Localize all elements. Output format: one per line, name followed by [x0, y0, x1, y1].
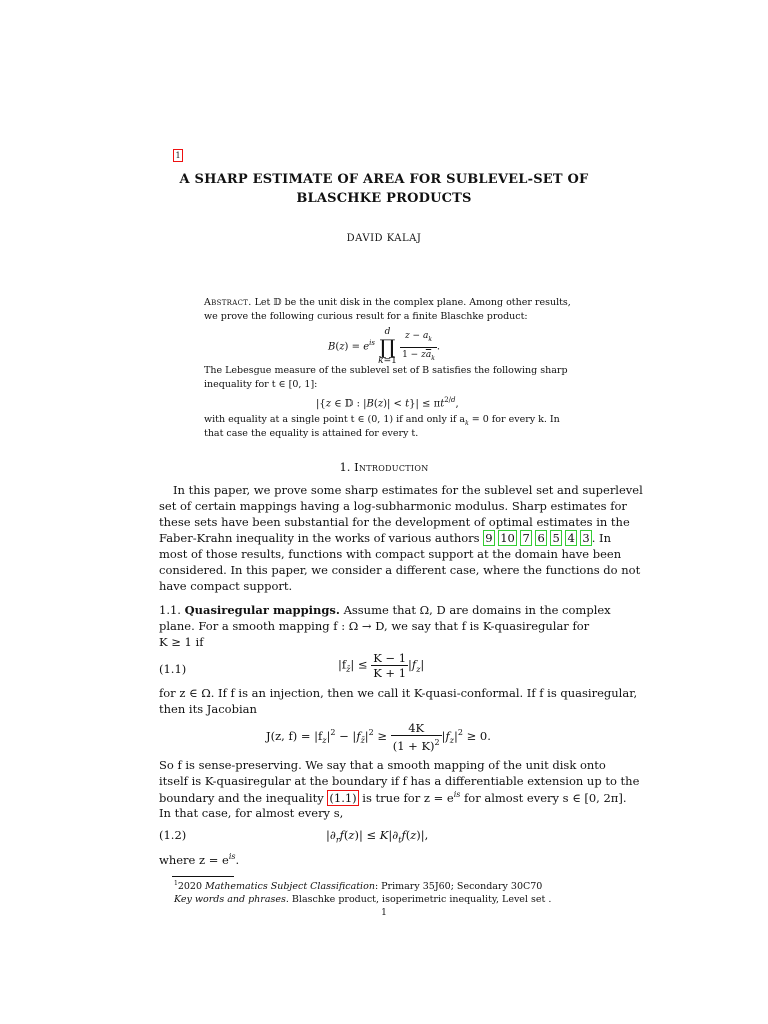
- section-number: 1.: [339, 460, 351, 474]
- jacobian-denominator: (1 + K): [392, 738, 435, 753]
- after-eq1-line-1: for z ∈ Ω. If f is an injection, then we call it K-quasi-conformal. If f is quasiregular,: [159, 686, 638, 700]
- intro-line-5: most of those results, functions with compact support at the domain have been: [159, 547, 622, 561]
- citation-link[interactable]: 10: [500, 531, 515, 545]
- jacobian-numerator: 4K: [391, 721, 442, 736]
- intro-line-7: have compact support.: [159, 579, 293, 593]
- abstract-line-3: The Lebesgue measure of the sublevel set of B satisfies the following sharp: [204, 365, 568, 376]
- eq2-body: |∂: [326, 828, 336, 842]
- footnote-1-rest: : Primary 35J60; Secondary 30C70: [374, 881, 543, 893]
- after-eq1-line-2: then its Jacobian: [159, 702, 257, 716]
- intro-line-2: set of certain mappings having a log-subharmonic modulus. Sharp estimates for: [159, 499, 627, 513]
- after-jac-text-3b: is true for z = e: [358, 790, 454, 805]
- abstract-line-5: with equality at a single point t ∈ (0, 1) if and only if $a_k = 0$ for every k. In: [204, 414, 560, 427]
- footnote-2-rest: Blaschke product, isoperimetric inequality, Level set .: [288, 894, 552, 905]
- subsection-title: Quasiregular mappings.: [184, 603, 340, 617]
- title-line-1: A SHARP ESTIMATE OF AREA FOR SUBLEVEL-SET OF: [179, 172, 589, 187]
- jacobian-equation: J(z, $f) = |f_z|^2 - |f_{z̄}|^2$ ≥ $\frac{4K}{(1 + K)^2}$ $|f_z|^2 \ge 0$.: [266, 721, 491, 753]
- abstract-line-4: inequality for t ∈ [0, 1]:: [204, 379, 318, 390]
- after-jac-text-3c: for almost every s ∈ [0, 2π].: [460, 790, 627, 805]
- footnote-1: [174, 880, 542, 892]
- eq1-denominator: K + 1: [373, 666, 407, 680]
- intro-line-1: In this paper, we prove some sharp estimates for the sublevel set and superlevel: [173, 483, 643, 497]
- jacobian-lhs: J(z, f) = |f: [266, 728, 323, 743]
- section-heading: [0, 460, 768, 474]
- footnote-2-italic: Key words and phrases.: [174, 894, 289, 905]
- eq1-numerator: K − 1: [373, 651, 407, 665]
- subsection-line-1: [159, 603, 611, 617]
- after-jac-text-3: boundary and the inequality: [159, 790, 324, 805]
- where-line: where $z = e^{is}$.: [159, 852, 240, 867]
- subsection-line-2: plane. For a smooth mapping f : Ω → D, we say that f is K-quasiregular for: [159, 619, 590, 633]
- equation-number-1-1: (1.1): [159, 662, 187, 676]
- citation-link[interactable]: 3: [582, 531, 590, 545]
- paper-title: [0, 170, 768, 208]
- section-title: Introduction: [354, 460, 429, 474]
- footnote-link[interactable]: 1: [173, 149, 183, 162]
- citation-link[interactable]: 7: [522, 531, 530, 545]
- blaschke-formula: $B(z) = e^{is}$ d ∏ k=1 $\frac{z - a_k}{1 - z\overline{a}_k}$ .: [328, 327, 441, 366]
- jacobian-tail: ≥ 0.: [462, 728, 491, 743]
- abstract-label: Abstract.: [204, 297, 252, 308]
- citation-link[interactable]: 4: [567, 531, 575, 545]
- after-jac-line-3: boundary and the inequality (1.1) is true for $z = e^{is}$ for almost every s ∈ [0, 2π].: [159, 790, 627, 805]
- abstract-line-1: [204, 297, 571, 308]
- equation-1-2: $|\partial_rf(z)| \le K|\partial_tf(z)|$,: [326, 828, 429, 845]
- author-name: DAVID KALAJ: [346, 233, 422, 244]
- after-jac-line-4: In that case, for almost every s,: [159, 806, 344, 820]
- footnote-1-italic: Mathematics Subject Classification: [205, 881, 375, 893]
- abstract-text-5: with equality at a single point t ∈ (0, 1) if and only if a: [204, 414, 466, 425]
- footnote-1-year: 2020: [177, 881, 206, 893]
- intro-text-4-end: . In: [591, 531, 612, 545]
- where-text: where z = e: [159, 852, 229, 867]
- subsection-number: 1.1.: [159, 603, 181, 617]
- intro-text-4: Faber-Krahn inequality in the works of various authors: [159, 531, 480, 545]
- citation-link[interactable]: 5: [552, 531, 560, 545]
- equation-1-1: $|f_{z̄}|$ ≤ $\frac{K - 1}{K + 1}$ $|f_z|$: [338, 651, 425, 680]
- intro-line-4: [159, 531, 611, 545]
- footnote-rule: [172, 876, 234, 877]
- abstract-line-2: we prove the following curious result for a finite Blaschke product:: [204, 311, 528, 322]
- after-jac-line-1: So f is sense-preserving. We say that a smooth mapping of the unit disk onto: [159, 758, 606, 772]
- intro-line-6: considered. In this paper, we consider a different case, where the functions do not: [159, 563, 641, 577]
- equation-reference-link[interactable]: (1.1): [329, 790, 357, 805]
- abstract-line-6: that case the equality is attained for every t.: [204, 428, 419, 439]
- intro-line-3: these sets have been substantial for the development of optimal estimates in the: [159, 515, 630, 529]
- subsection-line-3: K ≥ 1 if: [159, 635, 204, 649]
- footnote-2: [174, 894, 551, 905]
- eq1-lhs: |f: [338, 657, 347, 672]
- abstract-text-5b: = 0 for every k. In: [468, 414, 560, 425]
- citation-link[interactable]: 9: [485, 531, 493, 545]
- page-number: 1: [381, 908, 387, 918]
- abstract-text-1: Let 𝔻 be the unit disk in the complex plane. Among other results,: [254, 297, 571, 308]
- title-line-2: BLASCHKE PRODUCTS: [296, 191, 472, 206]
- measure-inequality: |{z ∈ 𝔻 : $|B(z)| < t\}| \le \pi t^{2/d}$,: [316, 396, 459, 410]
- footnote-1-mark: 1: [174, 880, 178, 887]
- citation-link[interactable]: 6: [537, 531, 545, 545]
- after-jac-line-2: itself is K-quasiregular at the boundary if f has a differentiable extension up to the: [159, 774, 640, 788]
- equation-number-1-2: (1.2): [159, 828, 187, 842]
- subsection-text-1: Assume that Ω, D are domains in the complex: [343, 603, 611, 617]
